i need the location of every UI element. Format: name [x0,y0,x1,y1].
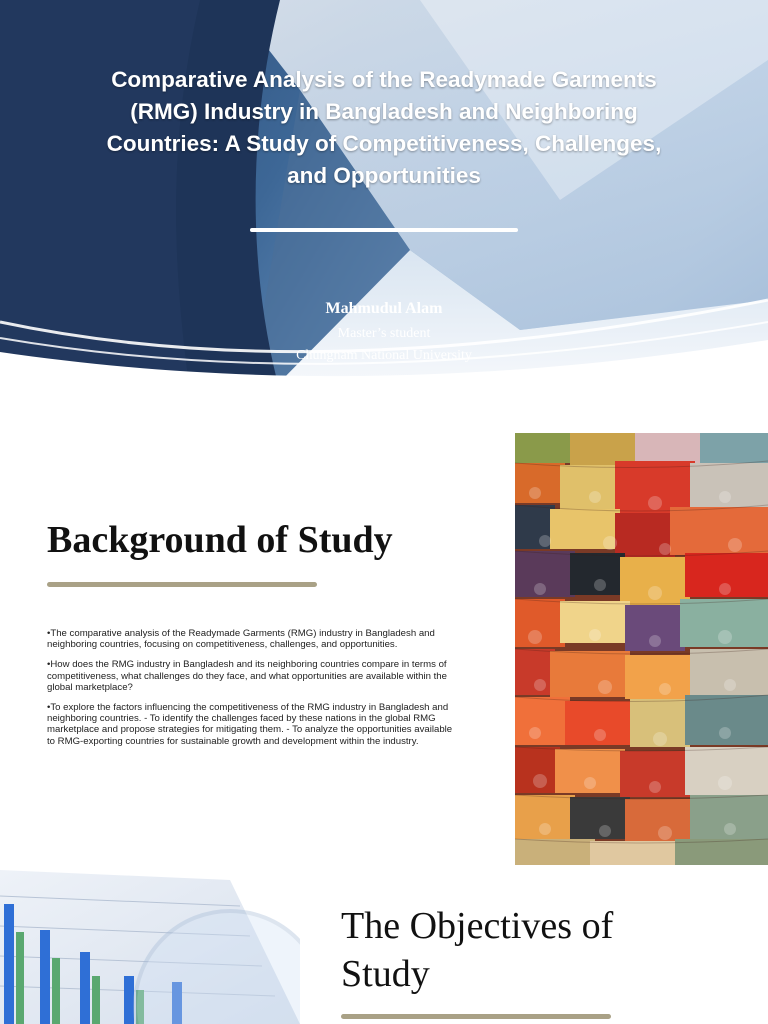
title-underline [250,228,518,232]
objectives-heading: The Objectives of Study [341,905,614,995]
bar-chart-magnifier-image [0,866,300,1024]
background-paragraph: •To explore the factors influencing the competitiveness of the RMG industry in Bangladesh and neighboring countries. - To identify the challenges faced by these nations in the global RMG marketplace and propose strategies for mitigating them. - To analyze the opportunities available to RMG-exporting countries for sustainable growth and development within the industry. [47,702,453,747]
title-slide [0,0,768,392]
author-university: Chungnam National University [296,348,472,363]
background-heading: Background of Study [47,519,393,561]
objectives-slide [0,866,768,1024]
papel-picado-banners-image [515,433,768,865]
objectives-heading-underline [341,1014,611,1019]
background-paragraph: •The comparative analysis of the Readymade Garments (RMG) industry in Bangladesh and neighboring countries, focusing on competitiveness, challenges, and opportunities. [47,628,435,651]
background-heading-underline [47,582,317,587]
background-body [47,628,455,756]
background-slide [0,416,768,866]
author-role: Master’s student [337,326,431,341]
background-paragraph: •How does the RMG industry in Bangladesh and its neighboring countries compare in terms of competitiveness, what challenges do they face, and what opportunities are available within the global marketplace? [47,659,447,693]
author-name: Mahmudul Alam [325,300,443,317]
presentation-title: Comparative Analysis of the Readymade Garments (RMG) Industry in Bangladesh and Neighboring Countries: A Study of Competitiveness, Challenges, and Opportunities [106,67,662,188]
